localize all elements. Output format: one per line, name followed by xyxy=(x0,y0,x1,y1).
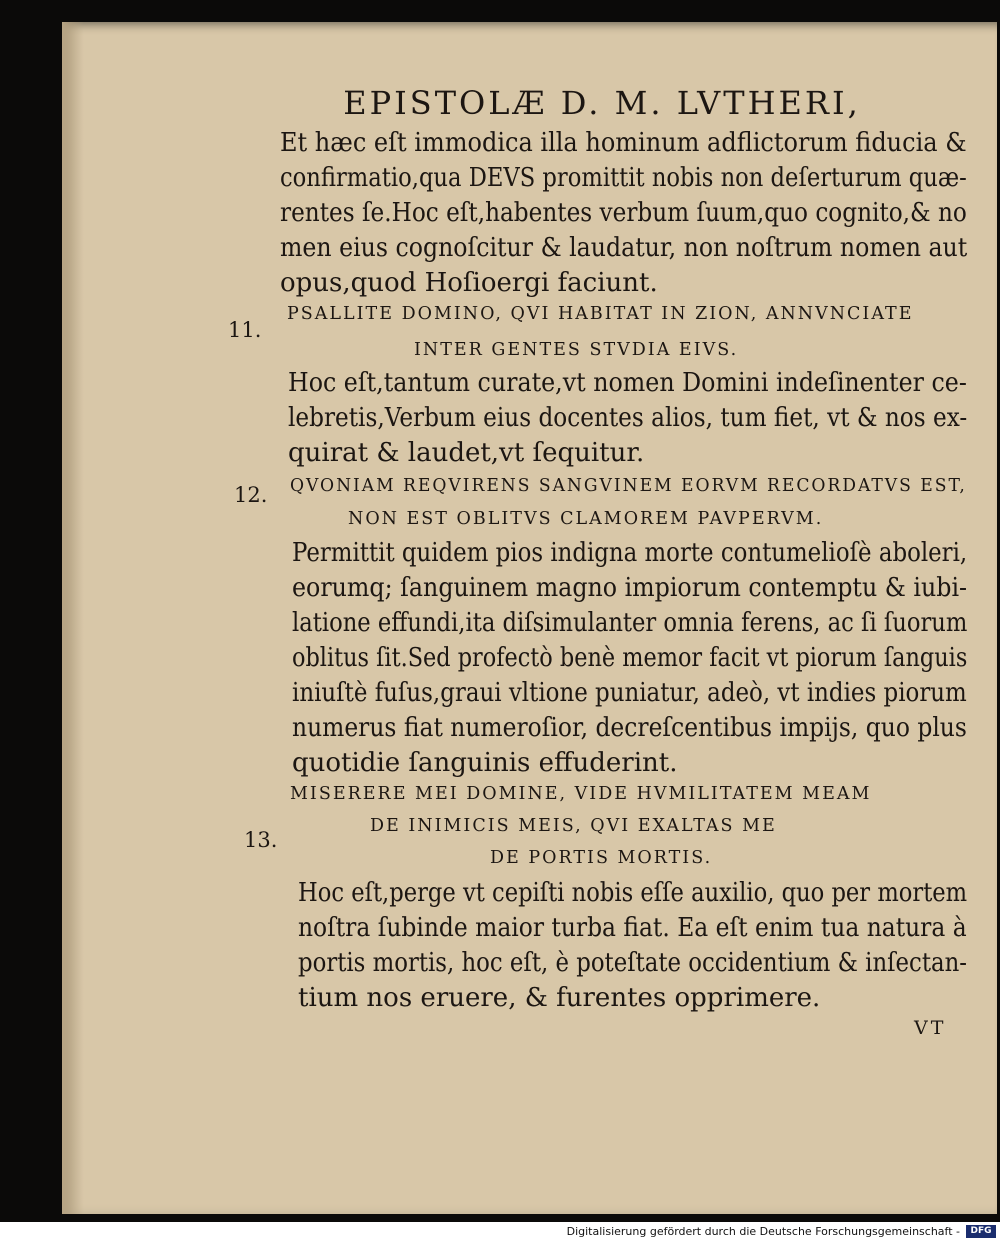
catchword: VT xyxy=(914,1017,947,1039)
psalm-verse-line: DE INIMICIS MEIS, QVI EXALTAS ME xyxy=(370,816,777,836)
text-line: Hoc eſt,tantum curate,vt nomen Domini indeſinenter ce- xyxy=(288,368,967,398)
psalm-verse-line: INTER GENTES STVDIA EIVS. xyxy=(414,340,739,360)
text-line: men eius cognoſcitur & laudatur, non noſtrum nomen aut xyxy=(280,233,968,263)
running-header: EPISTOLÆ D. M. LVTHERI, xyxy=(343,84,861,122)
psalm-verse-line: NON EST OBLITVS CLAMOREM PAVPERVM. xyxy=(348,509,824,529)
text-line: eorumq; ſanguinem magno impiorum contemptu & iubi- xyxy=(292,573,968,603)
verse-number: 12. xyxy=(234,483,268,507)
dfg-logo-icon: DFG xyxy=(966,1225,996,1238)
text-line: Permittit quidem pios indigna morte contumelioſè aboleri, xyxy=(292,538,968,568)
text-line: quotidie ſanguinis effuderint. xyxy=(292,748,678,778)
text-line: opus,quod Hoſioergi faciunt. xyxy=(280,268,658,298)
page-text xyxy=(62,22,997,1214)
book-page xyxy=(62,22,997,1214)
verse-number: 13. xyxy=(244,828,278,852)
text-line: iniuſtè fuſus,graui vltione puniatur, adeò, vt indies piorum xyxy=(292,678,967,708)
text-line: Et hæc eſt immodica illa hominum adflictorum fiducia & xyxy=(280,128,967,158)
text-line: noſtra ſubinde maior turba fiat. Ea eſt enim tua natura à xyxy=(298,913,967,943)
text-line: quirat & laudet,vt ſequitur. xyxy=(288,438,645,468)
text-line: numerus fiat numeroſior, decreſcentibus impijs, quo plus xyxy=(292,713,967,743)
funding-notice: Digitalisierung gefördert durch die Deutsche Forschungsgemeinschaft - xyxy=(566,1225,960,1238)
text-line: rentes ſe.Hoc eſt,habentes verbum ſuum,quo cognito,& no xyxy=(280,198,967,228)
text-line: Hoc eſt,perge vt cepiſti nobis eſſe auxilio, quo per mortem xyxy=(298,878,968,908)
text-line: lebretis,Verbum eius docentes alios, tum fiet, vt & nos ex- xyxy=(288,403,968,433)
digitization-footer xyxy=(0,1222,1000,1241)
psalm-verse-line: PSALLITE DOMINO, QVI HABITAT IN ZION, ANNVNCIATE xyxy=(287,304,914,324)
text-line: latione effundi,ita diſsimulanter omnia ferens, ac ſi ſuorum xyxy=(292,608,968,638)
text-line: confirmatio,qua DEVS promittit nobis non deſerturum quæ- xyxy=(280,163,967,193)
text-line: tium nos eruere, & furentes opprimere. xyxy=(298,983,821,1013)
psalm-verse-line: MISERERE MEI DOMINE, VIDE HVMILITATEM MEAM xyxy=(290,784,872,804)
psalm-verse-line: DE PORTIS MORTIS. xyxy=(490,848,713,868)
verse-number: 11. xyxy=(228,318,262,342)
text-line: portis mortis, hoc eſt, è poteſtate occidentium & inſectan- xyxy=(298,948,967,978)
psalm-verse-line: QVONIAM REQVIRENS SANGVINEM EORVM RECORDATVS EST, xyxy=(290,476,967,496)
text-line: oblitus ſit.Sed profectò benè memor facit vt piorum ſanguis xyxy=(292,643,968,673)
